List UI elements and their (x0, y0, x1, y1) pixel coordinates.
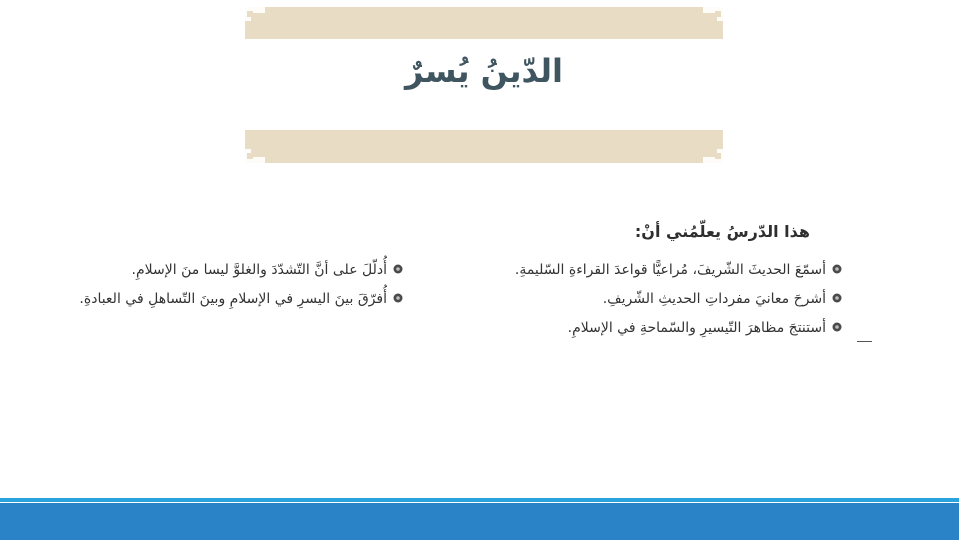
list-item (79, 285, 403, 314)
lesson-intro: هذا الدّرسُ يعلّمُني أنْ: (634, 222, 810, 241)
objective-text: أشرحَ معانيَ مفرداتِ الحديثِ الشّريفِ. (602, 291, 826, 307)
footer-bar (0, 503, 959, 540)
flower-bullet-icon (832, 264, 842, 274)
flower-bullet-icon (393, 264, 403, 274)
objective-text: أسمّعَ الحديثَ الشّريفَ، مُراعيًّا قواعدَ القراءةِ السّليمةِ. (514, 262, 826, 278)
ornament-corner-icon (703, 7, 725, 29)
title-banner-top (245, 7, 723, 39)
ornament-corner-icon (243, 141, 265, 163)
flower-bullet-icon (393, 293, 403, 303)
flower-bullet-icon (832, 322, 842, 332)
list-item (515, 256, 842, 285)
ornament-corner-icon (243, 7, 265, 29)
objectives-list-left (79, 256, 403, 314)
text-cursor (857, 341, 872, 342)
objective-text: أُفرّقَ بينَ اليسرِ في الإسلامِ وبينَ التّساهلِ في العبادةِ. (79, 291, 387, 307)
flower-bullet-icon (832, 293, 842, 303)
objective-text: أُدلّلَ على أنَّ التّشدّدَ والغلوَّ ليسا منَ الإسلامِ. (131, 262, 387, 278)
list-item (515, 314, 842, 343)
objectives-list-right (515, 256, 842, 343)
footer-accent-line (0, 498, 959, 502)
objective-text: أستنتجَ مظاهرَ التّيسيرِ والسّماحةِ في الإسلامِ. (567, 320, 826, 336)
list-item (515, 285, 842, 314)
list-item (79, 256, 403, 285)
ornament-corner-icon (703, 141, 725, 163)
slide-title: الدّينُ يُسرٌ (405, 52, 563, 90)
title-banner-bottom (245, 130, 723, 163)
